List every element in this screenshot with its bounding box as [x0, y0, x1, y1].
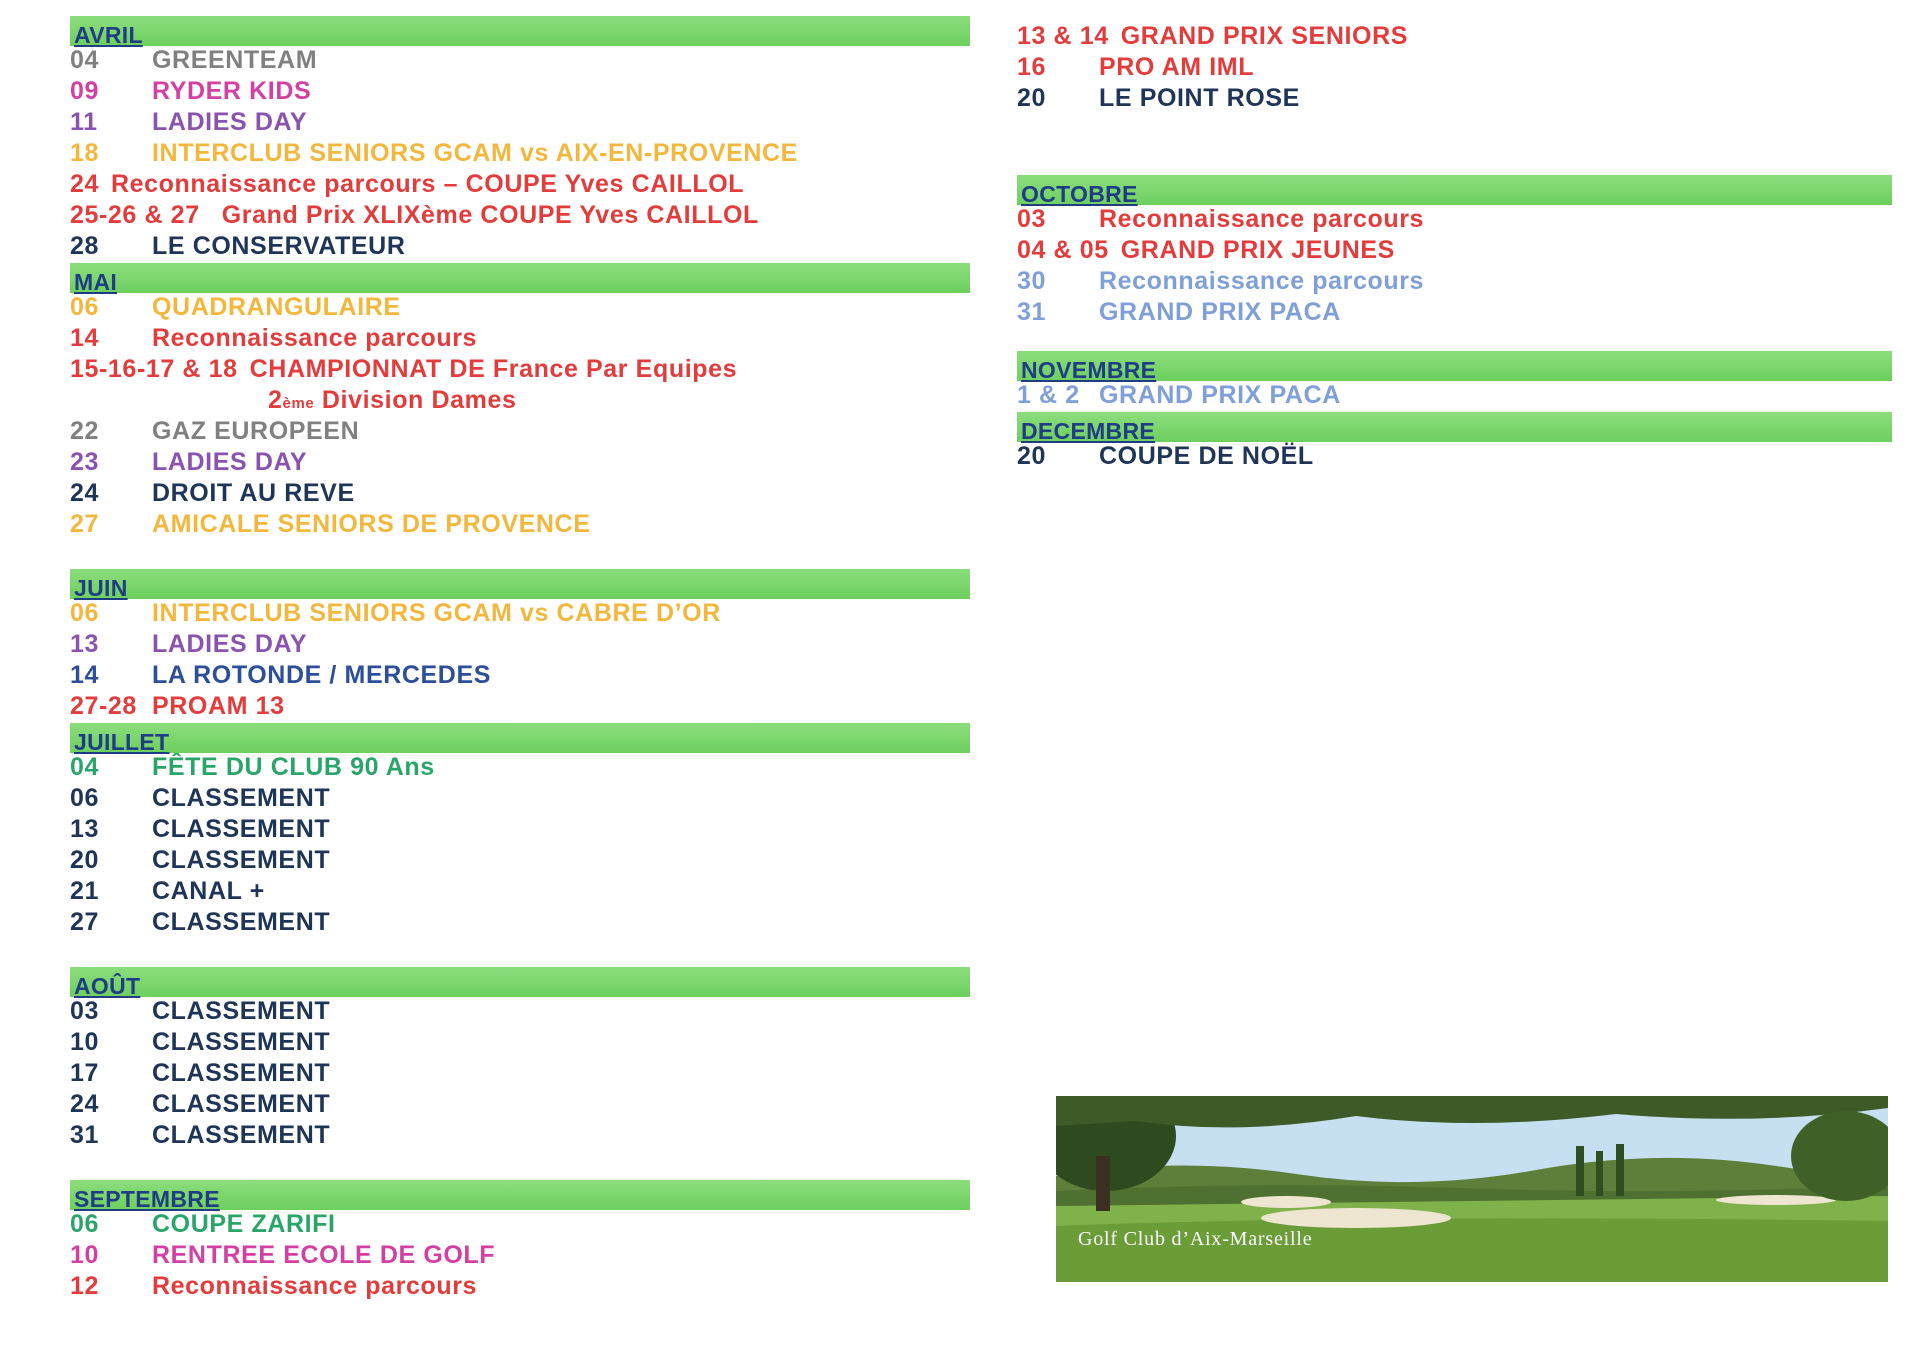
event-name-line2-rest: Division Dames	[314, 386, 517, 414]
event-row	[70, 170, 970, 201]
event-date: 04	[70, 753, 100, 781]
event-name: COUPE ZARIFI	[152, 1210, 336, 1238]
event-name: GRAND PRIX JEUNES	[1120, 236, 1395, 264]
event-row	[70, 784, 970, 815]
event-date: 18	[70, 139, 100, 167]
event-row	[70, 1090, 970, 1121]
event-date: 16	[1017, 53, 1047, 81]
event-name: LE POINT ROSE	[1099, 84, 1300, 112]
event-name: GAZ EUROPEEN	[152, 417, 360, 445]
event-date: 20	[1017, 442, 1047, 470]
event-name: CLASSEMENT	[152, 815, 331, 843]
event-name: CLASSEMENT	[152, 1028, 331, 1056]
event-name: GREENTEAM	[152, 46, 318, 74]
event-date: 09	[70, 77, 100, 105]
event-name: GRAND PRIX SENIORS	[1120, 22, 1408, 50]
event-row	[70, 479, 970, 510]
event-date: 03	[70, 997, 100, 1025]
event-date: 27-28	[70, 692, 137, 720]
golf-course-illustration	[1056, 1096, 1888, 1282]
event-name: CLASSEMENT	[152, 784, 331, 812]
event-row	[70, 293, 970, 324]
event-date: 28	[70, 232, 100, 260]
event-name: AMICALE SENIORS DE PROVENCE	[152, 510, 591, 538]
photo-caption: Golf Club d’Aix-Marseille	[1078, 1228, 1313, 1250]
event-date: 24	[70, 479, 100, 507]
event-date: 30	[1017, 267, 1047, 295]
event-row	[70, 1059, 970, 1090]
event-row	[70, 1121, 970, 1152]
event-row	[1017, 381, 1892, 412]
month-title-july: JUILLET	[74, 729, 170, 755]
right-column	[1017, 22, 1892, 473]
event-name: PROAM 13	[152, 692, 285, 720]
event-row	[70, 77, 970, 108]
event-date: 31	[70, 1121, 100, 1149]
event-row	[70, 417, 970, 448]
event-row	[70, 355, 970, 386]
left-column	[70, 16, 970, 1303]
event-name-line2-sup: ème	[282, 395, 315, 412]
event-row	[1017, 84, 1892, 115]
event-row	[70, 232, 970, 263]
month-header-december	[1017, 412, 1892, 442]
event-name: PRO AM IML	[1099, 53, 1255, 81]
event-name: CLASSEMENT	[152, 1090, 331, 1118]
event-row	[1017, 236, 1892, 267]
event-date: 23	[70, 448, 100, 476]
event-date: 12	[70, 1272, 100, 1300]
event-row	[1017, 205, 1892, 236]
event-date: 03	[1017, 205, 1047, 233]
event-name: RYDER KIDS	[152, 77, 312, 105]
event-row	[1017, 53, 1892, 84]
event-row-continuation	[70, 386, 970, 417]
month-title-september: SEPTEMBRE	[74, 1186, 220, 1212]
event-row	[70, 46, 970, 77]
event-name: Grand Prix XLIXème COUPE Yves CAILLOL	[221, 201, 759, 229]
event-row	[1017, 22, 1892, 53]
event-name: CHAMPIONNAT DE France Par Equipes	[249, 355, 738, 383]
event-row	[70, 510, 970, 541]
event-name: CANAL +	[152, 877, 265, 905]
event-name: LADIES DAY	[152, 630, 308, 658]
event-row	[70, 201, 970, 232]
event-date: 17	[70, 1059, 100, 1087]
event-date: 21	[70, 877, 100, 905]
event-name: LE CONSERVATEUR	[152, 232, 406, 260]
event-date: 04	[70, 46, 100, 74]
event-row	[70, 1241, 970, 1272]
event-name: GRAND PRIX PACA	[1099, 381, 1341, 409]
event-date: 20	[70, 846, 100, 874]
event-name: Reconnaissance parcours	[1099, 205, 1425, 233]
event-name: CLASSEMENT	[152, 908, 331, 936]
month-title-april: AVRIL	[74, 22, 143, 48]
event-name: RENTREE ECOLE DE GOLF	[152, 1241, 496, 1269]
event-name: Reconnaissance parcours	[152, 1272, 478, 1300]
event-row	[70, 692, 970, 723]
event-name: Reconnaissance parcours	[1099, 267, 1425, 295]
event-name: CLASSEMENT	[152, 1121, 331, 1149]
event-date: 10	[70, 1241, 100, 1269]
event-date: 06	[70, 599, 100, 627]
event-date: 06	[70, 1210, 100, 1238]
event-date: 14	[70, 661, 100, 689]
event-row	[70, 1272, 970, 1303]
event-row	[70, 661, 970, 692]
event-name-line2-prefix: 2	[268, 386, 283, 414]
event-name: COUPE DE NOËL	[1099, 442, 1314, 470]
event-date: 20	[1017, 84, 1047, 112]
month-header-may	[70, 263, 970, 293]
event-row	[1017, 267, 1892, 298]
event-name: INTERCLUB SENIORS GCAM vs AIX-EN-PROVENCE	[152, 139, 798, 167]
event-name: Reconnaissance parcours – COUPE Yves CAILLOL	[111, 170, 745, 198]
event-date: 14	[70, 324, 100, 352]
month-header-july	[70, 723, 970, 753]
event-row	[70, 877, 970, 908]
month-title-october: OCTOBRE	[1021, 181, 1138, 207]
event-row	[70, 753, 970, 784]
event-date: 24	[70, 170, 100, 198]
event-row	[70, 908, 970, 939]
month-header-june	[70, 569, 970, 599]
event-date: 1 & 2	[1017, 381, 1080, 409]
event-date: 24	[70, 1090, 100, 1118]
event-row	[70, 1210, 970, 1241]
event-row	[1017, 298, 1892, 329]
event-date: 22	[70, 417, 100, 445]
event-row	[70, 997, 970, 1028]
event-name: DROIT AU REVE	[152, 479, 355, 507]
event-name: LADIES DAY	[152, 108, 308, 136]
event-date: 31	[1017, 298, 1047, 326]
month-title-december: DECEMBRE	[1021, 418, 1156, 444]
event-row	[70, 139, 970, 170]
month-header-november	[1017, 351, 1892, 381]
event-date: 04 & 05	[1017, 236, 1109, 264]
event-date: 27	[70, 908, 100, 936]
month-header-april	[70, 16, 970, 46]
event-row	[70, 448, 970, 479]
event-row	[70, 324, 970, 355]
event-date: 06	[70, 784, 100, 812]
event-date: 15-16-17 & 18	[70, 355, 238, 383]
event-name: LADIES DAY	[152, 448, 308, 476]
event-name: CLASSEMENT	[152, 1059, 331, 1087]
month-title-may: MAI	[74, 269, 118, 295]
event-date: 27	[70, 510, 100, 538]
month-title-june: JUIN	[74, 575, 128, 601]
event-date: 10	[70, 1028, 100, 1056]
event-name: LA ROTONDE / MERCEDES	[152, 661, 492, 689]
event-row	[70, 846, 970, 877]
event-name: FÊTE DU CLUB 90 Ans	[152, 753, 435, 781]
event-row	[70, 815, 970, 846]
event-row	[70, 108, 970, 139]
event-date: 06	[70, 293, 100, 321]
event-name: CLASSEMENT	[152, 846, 331, 874]
event-name: GRAND PRIX PACA	[1099, 298, 1341, 326]
event-name: Reconnaissance parcours	[152, 324, 478, 352]
month-header-august	[70, 967, 970, 997]
event-date: 13	[70, 815, 100, 843]
event-row	[1017, 442, 1892, 473]
event-name: QUADRANGULAIRE	[152, 293, 401, 321]
event-date: 13	[70, 630, 100, 658]
month-header-october	[1017, 175, 1892, 205]
event-date: 25-26 & 27	[70, 201, 200, 229]
month-title-november: NOVEMBRE	[1021, 357, 1157, 383]
month-header-september	[70, 1180, 970, 1210]
event-date: 11	[70, 108, 98, 136]
event-row	[70, 630, 970, 661]
golf-course-photo	[1056, 1096, 1888, 1282]
event-name: CLASSEMENT	[152, 997, 331, 1025]
event-date: 13 & 14	[1017, 22, 1109, 50]
month-title-august: AOÛT	[74, 973, 141, 999]
event-row	[70, 599, 970, 630]
event-row	[70, 1028, 970, 1059]
event-name: INTERCLUB SENIORS GCAM vs CABRE D’OR	[152, 599, 721, 627]
